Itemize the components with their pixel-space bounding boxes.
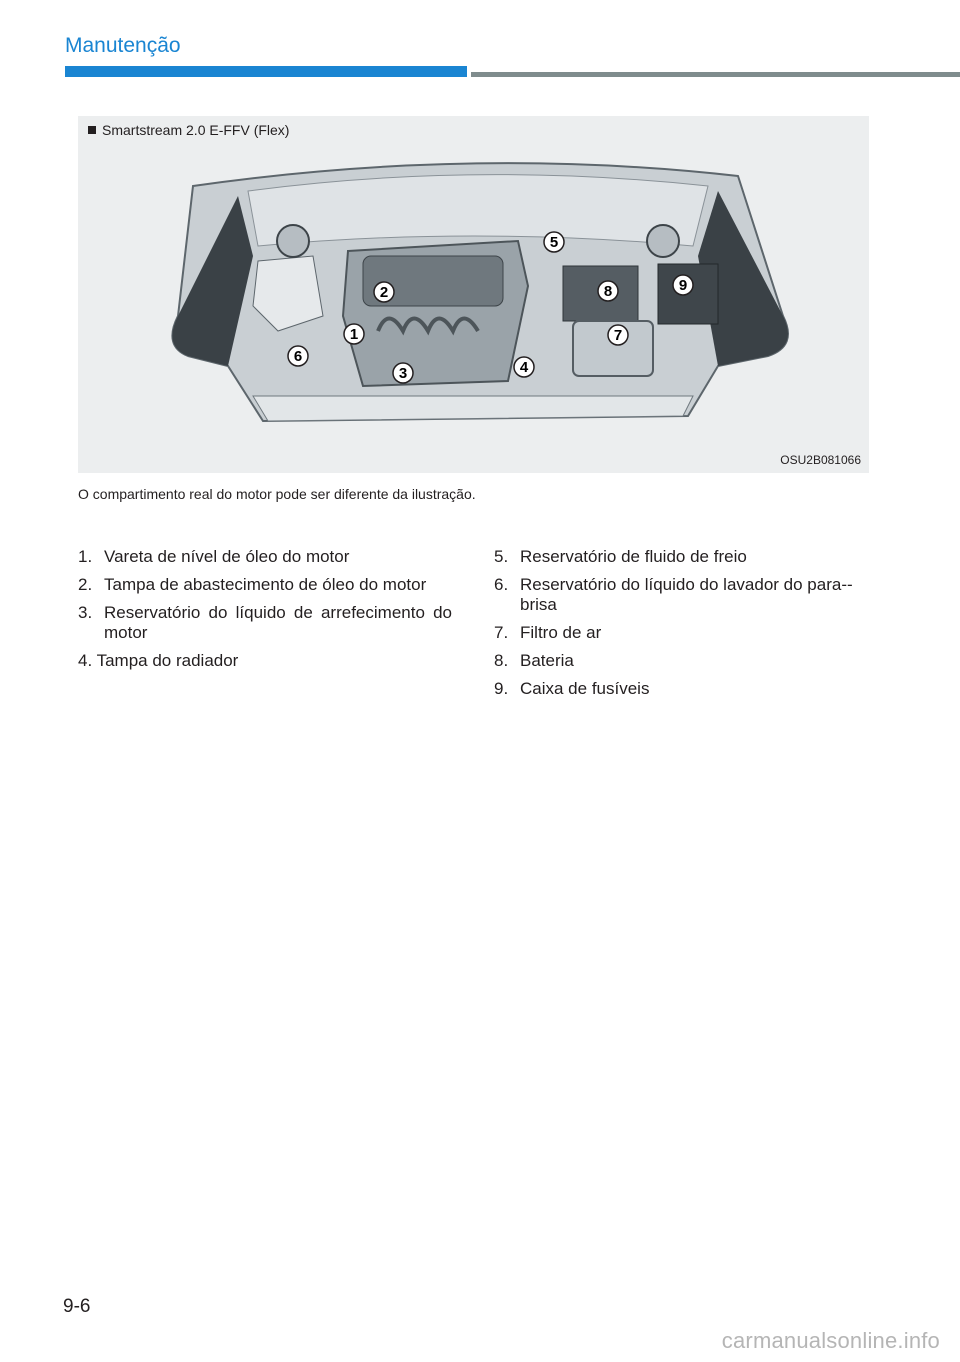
component-list-left [78,547,452,679]
callout-4 [514,357,534,377]
list-item-text: Filtro de ar [520,623,602,642]
svg-text:1: 1 [349,326,359,343]
list-item-number: 2. [78,575,93,594]
callout-9 [673,275,693,295]
list-item-number: 1. [78,547,93,566]
list-item-text: Reservatório do líquido do lavador do para--brisa [520,575,853,614]
page-number: 9-6 [63,1296,91,1317]
engine-compartment-illustration [78,116,869,473]
list-item-number: 3. [78,603,93,622]
list-item-text: Caixa de fusíveis [520,679,650,698]
svg-text:9: 9 [678,277,688,294]
figure-note: O compartimento real do motor pode ser diferente da ilustração. [78,486,476,502]
list-item-number: 9. [494,679,509,698]
list-item-number: 7. [494,623,509,642]
list-item-number: 5. [494,547,509,566]
figure-caption [88,122,289,138]
figure-image-code: OSU2B081066 [780,453,861,467]
list-item-text: Tampa de abastecimento de óleo do motor [104,575,427,594]
svg-text:5: 5 [549,234,559,251]
square-bullet-icon [88,126,96,134]
callout-1 [344,324,364,344]
list-item [494,679,868,699]
engine-figure [78,116,869,473]
svg-text:6: 6 [293,348,303,365]
callout-5 [544,232,564,252]
callout-8 [598,281,618,301]
list-item [494,575,868,615]
list-item [78,603,452,643]
list-item-text: Vareta de nível de óleo do motor [104,547,350,566]
list-item [494,651,868,671]
list-item-number: 8. [494,651,509,670]
header-rule [471,72,960,77]
list-item [78,651,452,671]
callout-6 [288,346,308,366]
svg-text:3: 3 [398,365,408,382]
header-rule-accent [65,66,467,77]
svg-text:7: 7 [613,327,623,344]
component-list-right [494,547,868,707]
list-item-text: Reservatório do líquido de arrefecimento do motor [104,603,452,642]
svg-text:4: 4 [519,359,529,376]
list-item [78,547,452,567]
callout-7 [608,325,628,345]
callout-3 [393,363,413,383]
list-item-text: 4. Tampa do radiador [78,651,239,670]
list-item-text: Bateria [520,651,574,670]
section-title: Manutenção [65,34,181,57]
list-item-number: 6. [494,575,509,594]
svg-text:8: 8 [603,283,613,300]
figure-caption-text: Smartstream 2.0 E-FFV (Flex) [102,122,290,138]
list-item [78,575,452,595]
watermark: carmanualsonline.info [721,1328,940,1353]
callout-2 [374,282,394,302]
list-item [494,547,868,567]
svg-text:2: 2 [379,284,389,301]
list-item [494,623,868,643]
list-item-text: Reservatório de fluido de freio [520,547,747,566]
